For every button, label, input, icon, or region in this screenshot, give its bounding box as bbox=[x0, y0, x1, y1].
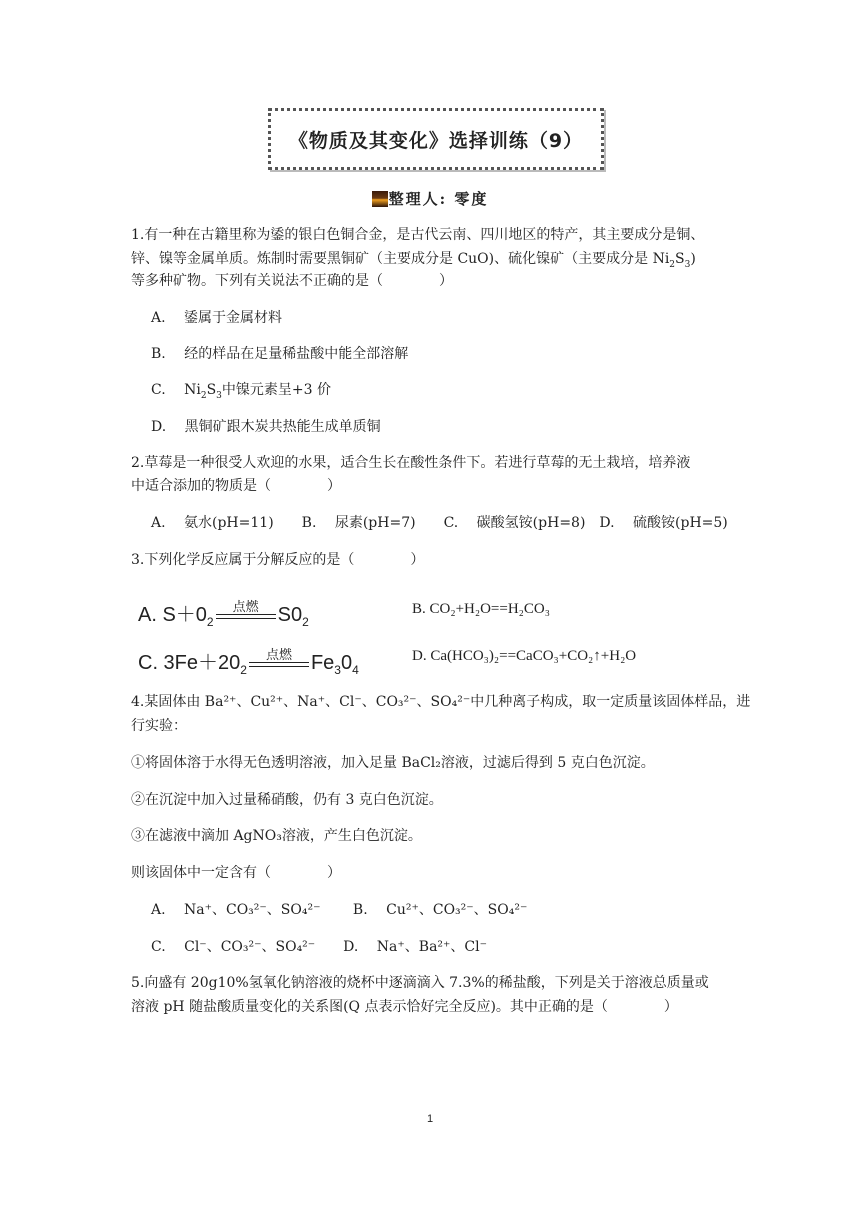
q3-line1: 3.下列化学反应属于分解反应的是（ ） bbox=[131, 552, 425, 568]
q1-option-c-sub2: 3 bbox=[216, 390, 222, 401]
q3-a-condition: 点燃 bbox=[232, 599, 259, 615]
q3-a-left: A. S＋0 bbox=[138, 604, 207, 626]
q4-step3: ③在滤液中滴加 AgNO₃溶液，产生白色沉淀。 bbox=[131, 828, 422, 844]
q4-step1: ①将固体溶于水得无色透明溶液，加入足量 BaCl₂溶液，过滤后得到 5 克白色沉淀。 bbox=[131, 755, 655, 771]
q3-c-left: C. 3Fe＋20 bbox=[138, 652, 241, 674]
q3-option-a bbox=[138, 598, 309, 627]
q3-option-c bbox=[138, 646, 359, 675]
q1-line2 bbox=[131, 248, 696, 271]
q1-option-c-a: C. Ni bbox=[151, 382, 201, 398]
q3-a-right: S0 bbox=[277, 604, 303, 626]
q3-c-condition: 点燃 bbox=[265, 647, 292, 663]
q3-a-equals-sign bbox=[216, 599, 276, 626]
page-title: 《物质及其变化》选择训练（9） bbox=[268, 108, 604, 170]
q1-option-c-sub1: 2 bbox=[200, 390, 207, 401]
q1-option-c bbox=[151, 379, 331, 402]
q1-line2-a: 锌、镍等金属单质。炼制时需要黑铜矿（主要成分是 CuO)、硫化镍矿（主要成分是 Ni bbox=[131, 251, 670, 267]
q3-c-right: Fe bbox=[310, 652, 335, 674]
q1-option-c-c: 中镍元素呈+3 价 bbox=[221, 382, 331, 398]
q3-c-right-mid: 0 bbox=[340, 652, 353, 674]
q4-question: 则该固体中一定含有（ ） bbox=[131, 865, 341, 881]
q2-line2: 中适合添加的物质是（ ） bbox=[131, 478, 341, 494]
q5-line2: 溶液 pH 随盐酸质量变化的关系图(Q 点表示恰好完全反应)。其中正确的是（ ） bbox=[131, 999, 678, 1015]
q1-line3: 等多种矿物。下列有关说法不正确的是（ ） bbox=[131, 273, 453, 289]
q3-option-b: B. CO₂+H₂O==H₂CO₃ bbox=[412, 601, 550, 617]
author-line bbox=[0, 188, 860, 209]
q5-line1: 5.向盛有 20g10%氢氧化钠溶液的烧杯中逐滴滴入 7.3%的稀盐酸，下列是关于溶液总质量或 bbox=[131, 975, 709, 991]
q3-c-right-sub1: 3 bbox=[334, 663, 341, 677]
q4-step2: ②在沉淀中加入过量稀硝酸，仍有 3 克白色沉淀。 bbox=[131, 792, 443, 808]
q3-c-left-sub: 2 bbox=[240, 663, 247, 677]
q1-option-c-b: S bbox=[206, 382, 217, 398]
q1-line2-sub2: 3 bbox=[684, 259, 691, 270]
q3-option-d: D. Ca(HCO₃)₂==CaCO₃+CO₂↑+H₂O bbox=[412, 648, 637, 664]
q1-line1: 1.有一种在古籍里称为鋈的银白色铜合金，是古代云南、四川地区的特产，其主要成分是铜、 bbox=[131, 227, 705, 243]
q3-c-right-sub2: 4 bbox=[352, 663, 359, 677]
q2-options: A. 氨水(pH=11) B. 尿素(pH=7) C. 碳酸氢铵(pH=8) D. 硫酸铵(pH=5) bbox=[151, 515, 728, 531]
q1-line2-b: S bbox=[675, 251, 685, 267]
q1-option-d: D. 黑铜矿跟木炭共热能生成单质铜 bbox=[151, 419, 381, 435]
q1-line2-sub1: 2 bbox=[669, 259, 676, 270]
q4-line1: 4.某固体由 Ba²⁺、Cu²⁺、Na⁺、Cl⁻、CO₃²⁻、SO₄²⁻中几种离子构成，取一定质量该固体样品，进 bbox=[131, 694, 751, 710]
q4-line2: 行实验： bbox=[131, 718, 187, 734]
q4-options-cd: C. Cl⁻、CO₃²⁻、SO₄²⁻ D. Na⁺、Ba²⁺、Cl⁻ bbox=[151, 939, 488, 955]
page-number: 1 bbox=[426, 1113, 434, 1125]
q1-option-a: A. 鋈属于金属材料 bbox=[151, 310, 283, 326]
q1-option-b: B. 经的样品在足量稀盐酸中能全部溶解 bbox=[151, 346, 409, 362]
q4-options-ab: A. Na⁺、CO₃²⁻、SO₄²⁻ B. Cu²⁺、CO₃²⁻、SO₄²⁻ bbox=[151, 902, 528, 918]
q2-line1: 2.草莓是一种很受人欢迎的水果，适合生长在酸性条件下。若进行草莓的无土栽培，培养液 bbox=[131, 455, 691, 471]
author-logo-icon bbox=[372, 191, 388, 207]
q3-a-right-sub: 2 bbox=[302, 615, 309, 629]
q3-c-equals-sign bbox=[249, 647, 309, 674]
author-text: 整理人: 零度 bbox=[388, 190, 489, 208]
q1-line2-c: ) bbox=[690, 251, 696, 267]
q3-a-left-sub: 2 bbox=[206, 615, 214, 629]
